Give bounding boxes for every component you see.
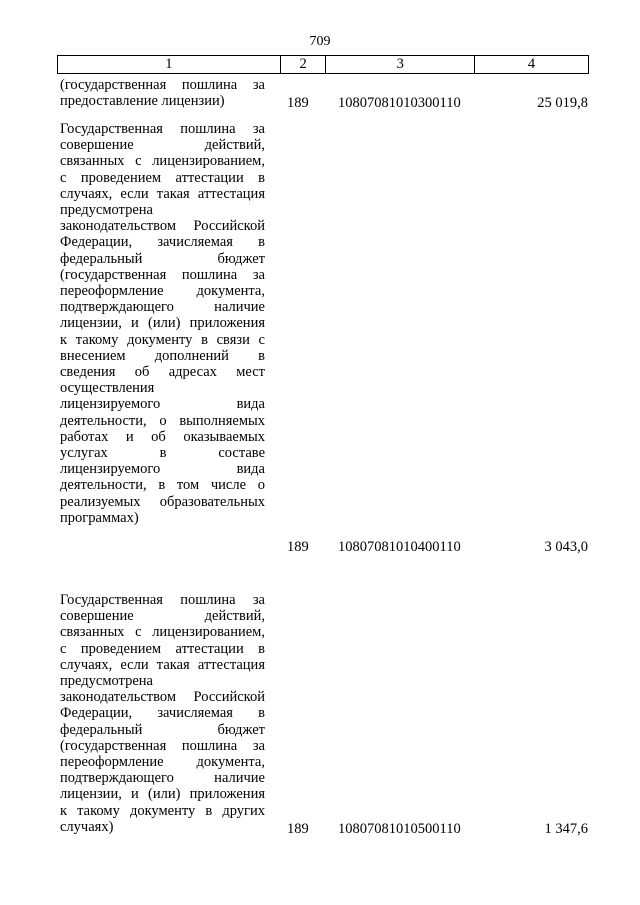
description-line: (государственная пошлина за [60, 77, 265, 93]
description-line: федеральный бюджет [60, 250, 265, 267]
description-line: работах и об оказываемых [60, 428, 265, 445]
description-line: совершение действий, [60, 608, 265, 625]
table-row [60, 121, 588, 555]
amount: 3 043,0 [544, 539, 588, 555]
column-header-4: 4 [475, 56, 589, 74]
description-line: подтверждающего наличие [60, 770, 265, 787]
budget-classification-code: 10807081010300110 [338, 95, 461, 111]
description-line: совершение действий, [60, 137, 265, 154]
description-line: федеральный бюджет [60, 721, 265, 738]
description-line: с проведением аттестации в [60, 169, 265, 186]
description-line: лицензируемого вида [60, 461, 265, 478]
description-line: с проведением аттестации в [60, 640, 265, 657]
row-values [60, 95, 588, 111]
description-line: предоставление лицензии) [60, 93, 225, 110]
description-line: связанных с лицензированием, [60, 624, 265, 641]
column-header-2: 2 [280, 56, 326, 74]
description-line: законодательством Российской [60, 689, 265, 706]
column-header-3: 3 [326, 56, 475, 74]
description-line: сведения об адресах мест [60, 364, 265, 381]
table-row [60, 592, 588, 837]
description-line: лицензии, и (или) приложения [60, 786, 265, 803]
description-line: деятельности, в том числе о [60, 477, 265, 494]
description-line: предусмотрена [60, 673, 153, 690]
description-line: случаях) [60, 818, 114, 835]
description-line: законодательством Российской [60, 218, 265, 235]
description-line: Федерации, зачисляемая в [60, 234, 265, 251]
description-line: связанных с лицензированием, [60, 153, 265, 170]
description-line: случаях, если такая аттестация [60, 656, 265, 673]
description-line: Государственная пошлина за [60, 592, 265, 608]
description-line: услугах в составе [60, 445, 265, 462]
column-header-row [58, 56, 589, 74]
description-line: предусмотрена [60, 202, 153, 219]
admin-code: 189 [287, 95, 309, 111]
description-line: (государственная пошлина за [60, 737, 265, 754]
description-line: лицензируемого вида [60, 396, 265, 413]
description-line: переоформление документа, [60, 283, 265, 300]
admin-code: 189 [287, 821, 309, 837]
description-line: подтверждающего наличие [60, 299, 265, 316]
column-header-1: 1 [58, 56, 281, 74]
description-line: переоформление документа, [60, 754, 265, 771]
description-line: (государственная пошлина за [60, 266, 265, 283]
row-values [60, 539, 588, 555]
description-line: лицензии, и (или) приложения [60, 315, 265, 332]
row-description [60, 121, 265, 526]
description-line: случаях, если такая аттестация [60, 185, 265, 202]
description-line: реализуемых образовательных [60, 493, 265, 510]
row-description [60, 592, 265, 835]
page-number: 709 [309, 34, 331, 49]
description-line: к такому документу в других [60, 802, 265, 819]
budget-classification-code: 10807081010400110 [338, 539, 461, 555]
description-line: осуществления [60, 380, 155, 397]
description-line: к такому документу в связи с [60, 331, 265, 348]
budget-classification-code: 10807081010500110 [338, 821, 461, 837]
description-line: программах) [60, 509, 139, 526]
table-row [60, 77, 588, 111]
description-line: Государственная пошлина за [60, 121, 265, 137]
description-line: Федерации, зачисляемая в [60, 705, 265, 722]
description-line: внесением дополнений в [60, 347, 265, 364]
admin-code: 189 [287, 539, 309, 555]
amount: 1 347,6 [544, 821, 588, 837]
column-header-table [57, 55, 589, 74]
description-line: деятельности, о выполняемых [60, 412, 265, 429]
amount: 25 019,8 [537, 95, 588, 111]
row-values [60, 818, 588, 837]
